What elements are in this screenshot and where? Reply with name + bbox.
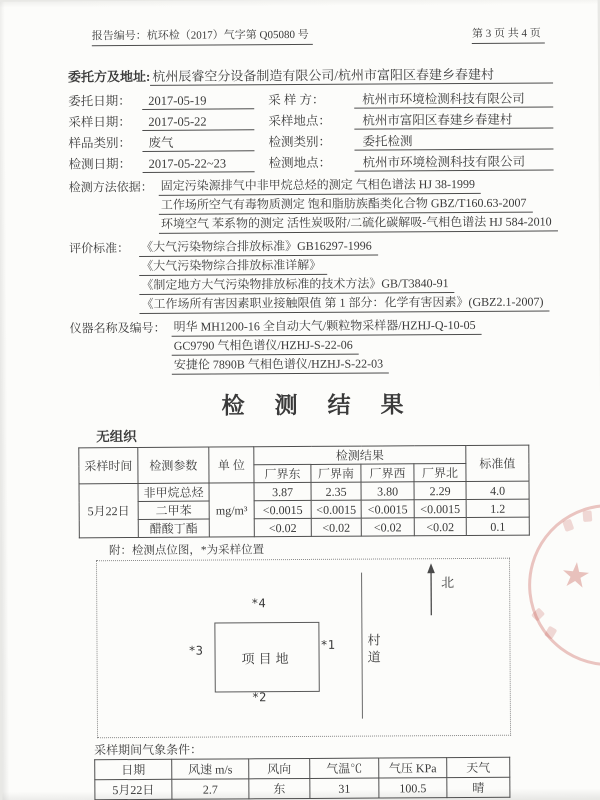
field-row [69, 154, 554, 173]
cell-value: <0.02 [311, 518, 361, 536]
col-header-west: 厂界西 [361, 464, 414, 482]
col-header-south: 厂界南 [311, 464, 361, 482]
stamp-text-mark [583, 510, 593, 522]
field-value: 2017-05-19 [142, 93, 254, 110]
instrument-line: 安捷伦 7890B 气相色谱仪/HZHJ-S-22-03 [172, 355, 389, 374]
weather-col-wind: 风速 m/s [172, 759, 249, 779]
weather-header-row [95, 757, 510, 780]
sample-point-3: *3 [188, 643, 204, 658]
field-value: 杭州市环境检测科技有限公司 [355, 154, 554, 171]
standard-line: 《大气污染物综合排放标准详解》 [139, 257, 327, 276]
page-header [92, 24, 545, 46]
sample-point-4: *4 [251, 596, 266, 611]
weather-cell-pressure: 100.5 [379, 778, 447, 798]
weather-cell-temp: 31 [310, 778, 379, 798]
road-label: 村道 [367, 632, 381, 665]
standards-label: 评价标准： [69, 241, 130, 256]
standard-line: 《大气污染物综合排放标准》GB16297-1996 [139, 238, 378, 257]
field-row [68, 133, 553, 152]
section-label-unorganized: 无组织 [96, 428, 137, 445]
weather-cell-wind: 2.7 [172, 779, 249, 799]
method-line: 环境空气 苯系物的测定 活性炭吸附/二硫化碳解吸-气相色谱法 HJ 584-2010 [159, 213, 558, 233]
instrument-line: GC9790 气相色谱仪/HZHJ-S-22-06 [172, 337, 359, 356]
sample-point-1: *1 [320, 637, 335, 652]
field-value: 2017-05-22 [142, 114, 254, 131]
cell-param: 二甲苯 [138, 501, 209, 519]
site-diagram [96, 558, 511, 739]
weather-cell-dir: 东 [249, 778, 310, 798]
weather-cell-sky: 晴 [447, 777, 510, 797]
field-value: 2017-05-22~23 [143, 156, 255, 173]
field-label: 采样日期： [68, 115, 131, 130]
method-line: 固定污染源排气中非甲烷总烃的测定 气相色谱法 HJ 38-1999 [159, 176, 481, 196]
field-value: 杭州市环境检测科技有限公司 [354, 91, 553, 108]
weather-table [94, 757, 510, 800]
cell-value: 2.29 [414, 481, 466, 499]
cell-value: <0.0015 [361, 500, 414, 518]
standard-line: 《工作场所有害因素职业接触限值 第 1 部分：化学有害因素》(GBZ2.1-2007) [139, 293, 549, 314]
cell-std: 1.2 [466, 499, 529, 517]
client-address-label: 委托方及地址: [67, 68, 151, 85]
col-header-east: 厂界东 [254, 464, 311, 482]
methods-label: 检测方法依据： [68, 179, 153, 195]
cell-param: 醋酸丁酯 [138, 519, 209, 537]
sample-point-2: *2 [251, 690, 267, 705]
cell-value: <0.0015 [414, 499, 466, 517]
instruments-section [70, 316, 555, 376]
weather-data-row [95, 777, 510, 800]
methods-section [69, 175, 554, 235]
cell-value: 3.80 [361, 482, 414, 500]
field-label: 检测类别： [268, 134, 331, 150]
field-value: 废气 [142, 135, 254, 152]
field-label: 采 样 方： [268, 92, 325, 108]
field-value: 杭州市富阳区春建乡春建村 [354, 112, 553, 129]
col-header-param: 检测参数 [138, 447, 209, 483]
weather-col-dir: 风向 [249, 758, 310, 778]
col-header-unit: 单 位 [209, 447, 254, 483]
cell-param: 非甲烷总烃 [138, 483, 209, 501]
field-label: 采样地点： [268, 113, 331, 129]
info-fields [68, 91, 553, 173]
table-row [79, 517, 529, 538]
results-title: 检测结果 [221, 392, 434, 419]
col-header-north: 厂界北 [414, 463, 466, 481]
method-line: 工作场所空气有毒物质测定 饱和脂肪族酯类化合物 GBZ/T160.63-2007 [159, 195, 533, 215]
client-address-value: 杭州辰睿空分设备制造有限公司/杭州市富阳区春建乡春建村 [150, 63, 553, 85]
weather-section-label: 采样期间气象条件： [94, 742, 203, 758]
north-label: 北 [441, 575, 455, 591]
cell-unit: mg/m³ [209, 483, 254, 537]
results-table [78, 445, 530, 539]
cell-value: <0.0015 [254, 500, 311, 518]
stamp-text-mark [562, 519, 574, 532]
col-header-result: 检测结果 [254, 445, 466, 464]
diagram-note: 附：检测点位图，*为采样位置 [108, 544, 265, 558]
cell-std: 4.0 [466, 481, 529, 499]
field-label: 样品类别： [68, 136, 131, 151]
weather-col-temp: 气温℃ [310, 758, 379, 778]
col-header-std: 标准值 [466, 445, 529, 481]
page-number: 第 3 页 共 4 页 [472, 24, 545, 43]
weather-col-date: 日期 [95, 759, 172, 779]
standards-section [69, 236, 554, 315]
cell-value: 2.35 [311, 482, 361, 500]
field-row [68, 91, 553, 110]
client-address-row [68, 63, 553, 86]
report-number [92, 26, 313, 46]
col-header-time: 采样时间 [79, 447, 138, 483]
field-label: 检测日期： [68, 157, 132, 172]
field-label: 检测地点： [268, 155, 332, 171]
report-number-value: 杭环检（2017）气字第 Q05080 号 [146, 28, 309, 42]
cell-value: <0.02 [254, 518, 311, 536]
field-row [68, 112, 553, 131]
cell-value: <0.02 [414, 517, 466, 535]
weather-col-pressure: 气压 KPa [379, 758, 447, 778]
cell-value: <0.0015 [311, 500, 361, 518]
project-site-label: 项目地 [241, 650, 293, 666]
weather-col-sky: 天气 [447, 757, 510, 777]
road-line [361, 573, 363, 719]
weather-cell-date: 5月22日 [95, 779, 172, 799]
instruments-label: 仪器名称及编号： [69, 320, 166, 336]
project-site-rect [214, 622, 319, 693]
field-label: 委托日期： [68, 94, 131, 109]
cell-value: <0.02 [361, 518, 414, 536]
cell-std: 0.1 [466, 517, 529, 535]
field-value: 委托检测 [354, 133, 553, 150]
north-arrow-icon [424, 563, 438, 617]
report-number-label: 报告编号： [91, 29, 147, 43]
cell-value: 3.87 [254, 482, 311, 500]
cell-date: 5月22日 [79, 483, 138, 537]
instrument-line: 明华 MH1200-16 全自动大气/颗粒物采样器/HZHJ-Q-10-05 [172, 317, 482, 337]
standard-line: 《制定地方大气污染物排放标准的技术方法》GB/T3840-91 [139, 275, 454, 295]
star-icon: ★ [558, 554, 593, 598]
